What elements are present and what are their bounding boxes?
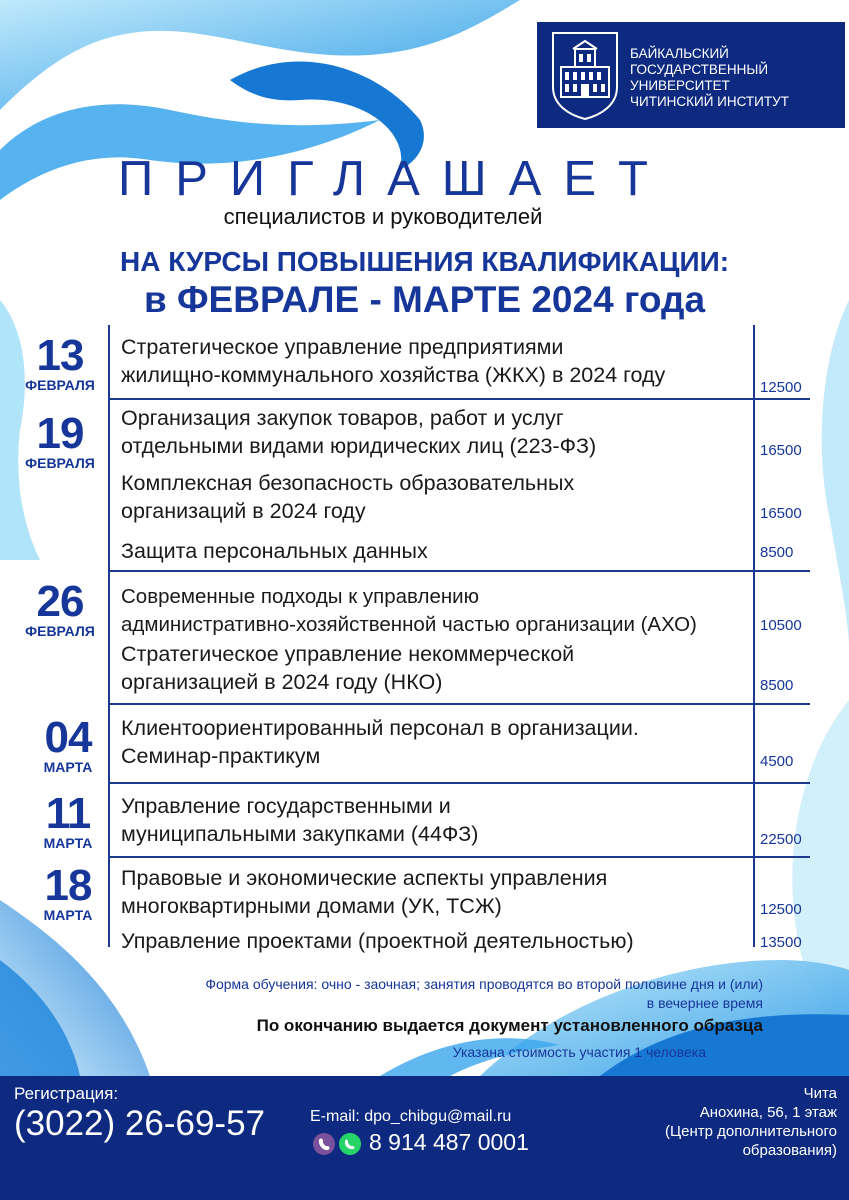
date-label	[5, 409, 115, 471]
course-title-line: Комплексная безопасность образовательных	[121, 471, 575, 495]
registration-phone[interactable]: (3022) 26-69-57	[14, 1104, 265, 1143]
course-item	[121, 333, 665, 389]
course-title-line: Современные подходы к управлению	[121, 585, 479, 608]
course-item	[121, 583, 697, 639]
course-title-line: Организация закупок товаров, работ и услуг	[121, 406, 564, 430]
email-contact[interactable]: E-mail: dpo_chibgu@mail.ru	[310, 1108, 512, 1125]
address-line: Анохина, 56, 1 этаж	[699, 1104, 837, 1121]
institute-logo-block	[537, 22, 845, 128]
course-title-line: Управление проектами (проектной деятельностью)	[121, 929, 634, 953]
table-divider	[108, 703, 810, 705]
date-day: 19	[36, 409, 84, 458]
table-divider	[108, 782, 810, 784]
date-month: ФЕВРАЛЯ	[25, 377, 95, 393]
course-price: 10500	[760, 617, 802, 634]
course-price: 16500	[760, 505, 802, 522]
logo-line: УНИВЕРСИТЕТ	[630, 78, 730, 93]
address-line: (Центр дополнительного	[665, 1123, 837, 1140]
course-item	[121, 469, 574, 525]
cost-note: Указана стоимость участия 1 человека	[452, 1044, 706, 1060]
logo-line: ГОСУДАРСТВЕННЫЙ	[630, 62, 769, 77]
course-price: 4500	[760, 753, 794, 770]
course-title-line: отдельными видами юридических лиц (223-ФЗ)	[121, 434, 597, 458]
course-price: 8500	[760, 677, 794, 694]
address-line: образования)	[742, 1142, 837, 1159]
course-title-line: многоквартирными домами (УК, ТСЖ)	[121, 894, 502, 918]
table-divider	[108, 856, 810, 858]
date-label	[5, 577, 115, 639]
course-title-line: муниципальными закупками (44ФЗ)	[121, 822, 479, 846]
table-divider	[108, 398, 810, 400]
subtitle: специалистов и руководителей	[223, 204, 543, 229]
address-block	[665, 1084, 837, 1160]
course-item	[121, 864, 607, 920]
logo-line: ЧИТИНСКИЙ ИНСТИТУТ	[630, 94, 789, 109]
course-price: 8500	[760, 544, 794, 561]
address-line: Чита	[803, 1085, 837, 1102]
date-month: ФЕВРАЛЯ	[25, 455, 95, 471]
mobile-phone[interactable]: 8 914 487 0001	[369, 1129, 529, 1155]
viber-icon	[313, 1133, 335, 1155]
messenger-icons-svg	[312, 1132, 362, 1158]
date-day: 26	[36, 577, 84, 626]
course-title-line: Стратегическое управление предприятиями	[121, 335, 564, 359]
date-label	[13, 713, 123, 775]
course-price: 12500	[760, 379, 802, 396]
date-month: МАРТА	[43, 907, 93, 923]
date-month: МАРТА	[43, 759, 93, 775]
date-day: 18	[44, 861, 92, 910]
logo-line: БАЙКАЛЬСКИЙ	[630, 46, 729, 61]
course-title-line: Семинар-практикум	[121, 744, 321, 768]
date-day: 04	[44, 713, 92, 762]
whatsapp-icon	[339, 1133, 361, 1155]
headline-courses: НА КУРСЫ ПОВЫШЕНИЯ КВАЛИФИКАЦИИ:	[119, 246, 730, 277]
course-title-line: административно-хозяйственной частью организации (АХО)	[121, 613, 697, 636]
course-title-line: организацией в 2024 году (НКО)	[121, 670, 443, 694]
course-item	[121, 537, 428, 565]
course-item	[121, 640, 574, 696]
course-title-line: Клиентоориентированный персонал в организации.	[121, 716, 639, 740]
course-title-line: Управление государственными и	[121, 794, 451, 818]
course-price: 13500	[760, 934, 802, 951]
university-building-icon	[549, 29, 621, 121]
course-title-line: организаций в 2024 году	[121, 499, 366, 523]
course-title-line: жилищно-коммунального хозяйства (ЖКХ) в 2024 году	[121, 363, 666, 387]
date-day: 11	[45, 789, 91, 838]
course-item	[121, 927, 634, 955]
date-day: 13	[36, 331, 84, 380]
date-label	[13, 789, 123, 851]
course-title-line: Защита персональных данных	[121, 539, 428, 563]
registration-label: Регистрация:	[14, 1084, 119, 1103]
table-divider	[753, 325, 755, 947]
institute-name	[630, 46, 789, 110]
contact-footer	[0, 1076, 849, 1200]
headline-period: в ФЕВРАЛЕ - МАРТЕ 2024 года	[143, 279, 706, 320]
study-form-note: Форма обучения: очно - заочная; занятия проводятся во второй половине дня и (или) в вечернее время	[205, 976, 763, 1011]
course-item	[121, 404, 596, 460]
course-price: 16500	[760, 442, 802, 459]
table-divider	[108, 570, 810, 572]
date-month: МАРТА	[43, 835, 93, 851]
course-item	[121, 792, 478, 848]
course-item	[121, 714, 639, 770]
date-label	[5, 331, 115, 393]
course-price: 22500	[760, 831, 802, 848]
course-price: 12500	[760, 901, 802, 918]
course-title-line: Правовые и экономические аспекты управления	[121, 866, 608, 890]
document-note: По окончанию выдается документ установленного образца	[256, 1016, 763, 1035]
date-label	[13, 861, 123, 923]
messenger-icons	[312, 1132, 362, 1163]
course-title-line: Стратегическое управление некоммерческой	[121, 642, 575, 666]
page-title: ПРИГЛАШАЕТ	[118, 152, 670, 206]
date-month: ФЕВРАЛЯ	[25, 623, 95, 639]
